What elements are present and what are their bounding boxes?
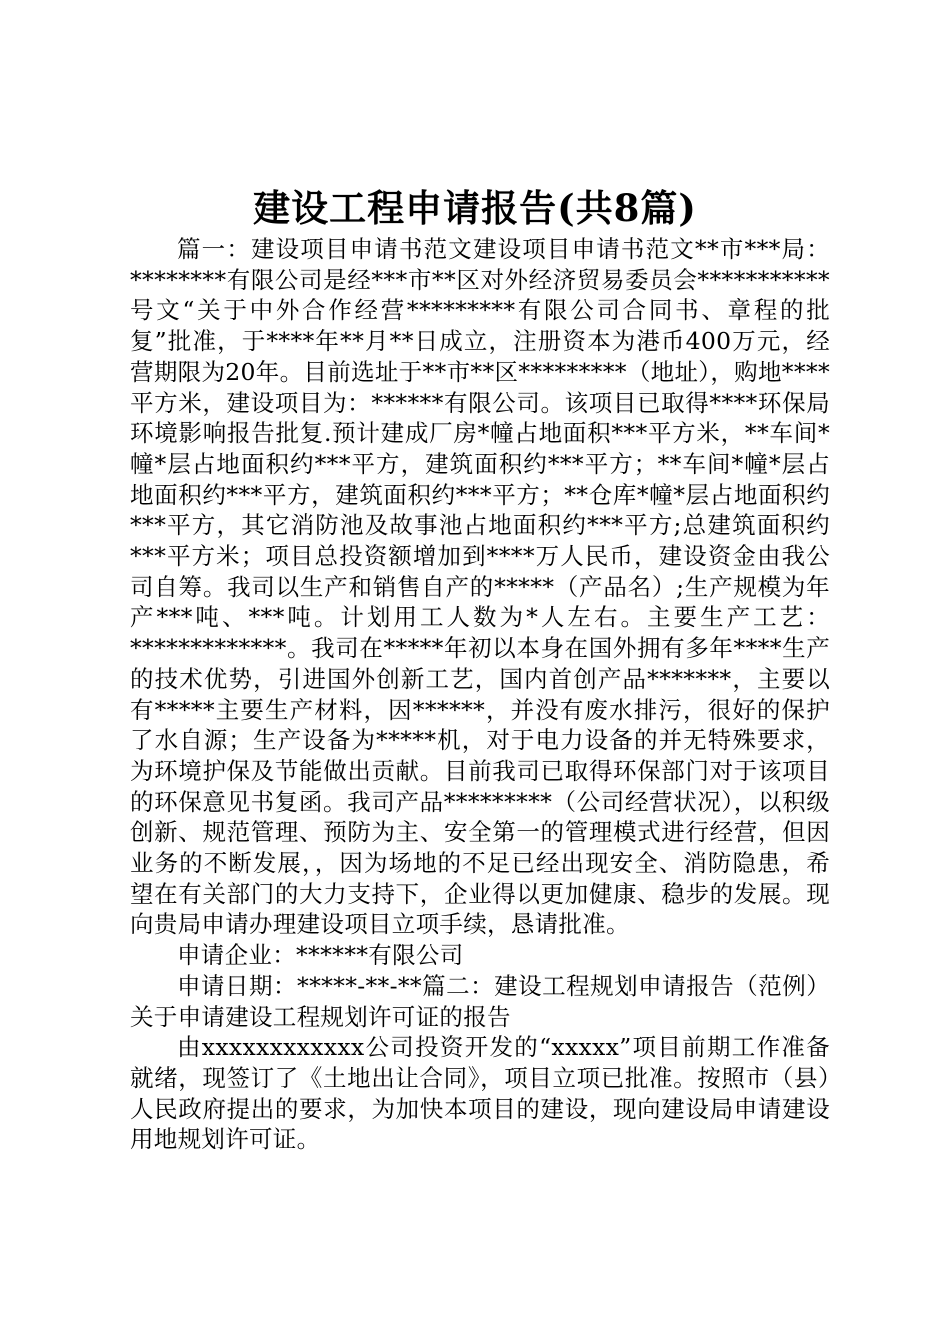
document-title: 建设工程申请报告(共8篇) — [253, 186, 697, 230]
paragraph-1: 篇一：建设项目申请书范文建设项目申请书范文**市***局：********有限公司是经***市**区对外经济贸易委员会***********号文“关于中外合作经营*********有限公司合同书、章程的批复”批准，于****年**月**日成立，注册资本为港币400万元，经营期限为20年。目前选址于**市**区*********（地址），购地****平方米，建设项目为：******有限公司。该项目已取得****环保局环境影响报告批复.预计建成厂房*幢占地面积***平方米，**车间*幢*层占地面积约***平方，建筑面积约***平方；**车间*幢*层占地面积约***平方，建筑面积约***平方；**仓库*幢*层占地面积约***平方，其它消防池及故事池占地面积约***平方;总建筑面积约***平方米；项目总投资额增加到****万人民币，建设资金由我公司自筹。我司以生产和销售自产的*****（产品名）;生产规模为年产***吨、***吨。计划用工人数为*人左右。主要生产工艺：*************。我司在*****年初以本身在国外拥有多年****生产的技术优势，引进国外创新工艺，国内首创产品*******，主要以有*****主要生产材料，因******，并没有废水排污，很好的保护了水自源；生产设备为*****机，对于电力设备的并无特殊要求，为环境护保及节能做出贡献。目前我司已取得环保部门对于该项目的环保意见书复函。我司产品*********（公司经营状况），以积级创新、规范管理、预防为主、安全第一的管理模式进行经营，但因业务的不断发展，，因为场地的不足已经出现安全、消防隐患，希望在有关部门的大力支持下，企业得以更加健康、稳步的发展。现向贵局申请办理建设项目立项手续，恳请批准。 — [130, 235, 830, 939]
paragraph-4: 由xxxxxxxxxxxx公司投资开发的“xxxxx”项目前期工作准备就绪，现签订了《土地出让合同》，项目立项已批准。按照市（县）人民政府提出的要求，为加快本项目的建设，现向建设局申请建设用地规划许可证。 — [130, 1033, 830, 1154]
paragraph-3: 申请日期：*****-**-**篇二：建设工程规划申请报告（范例）关于申请建设工程规划许可证的报告 — [130, 971, 830, 1031]
paragraph-2: 申请企业：******有限公司 — [177, 941, 464, 970]
document-body — [130, 234, 830, 1155]
